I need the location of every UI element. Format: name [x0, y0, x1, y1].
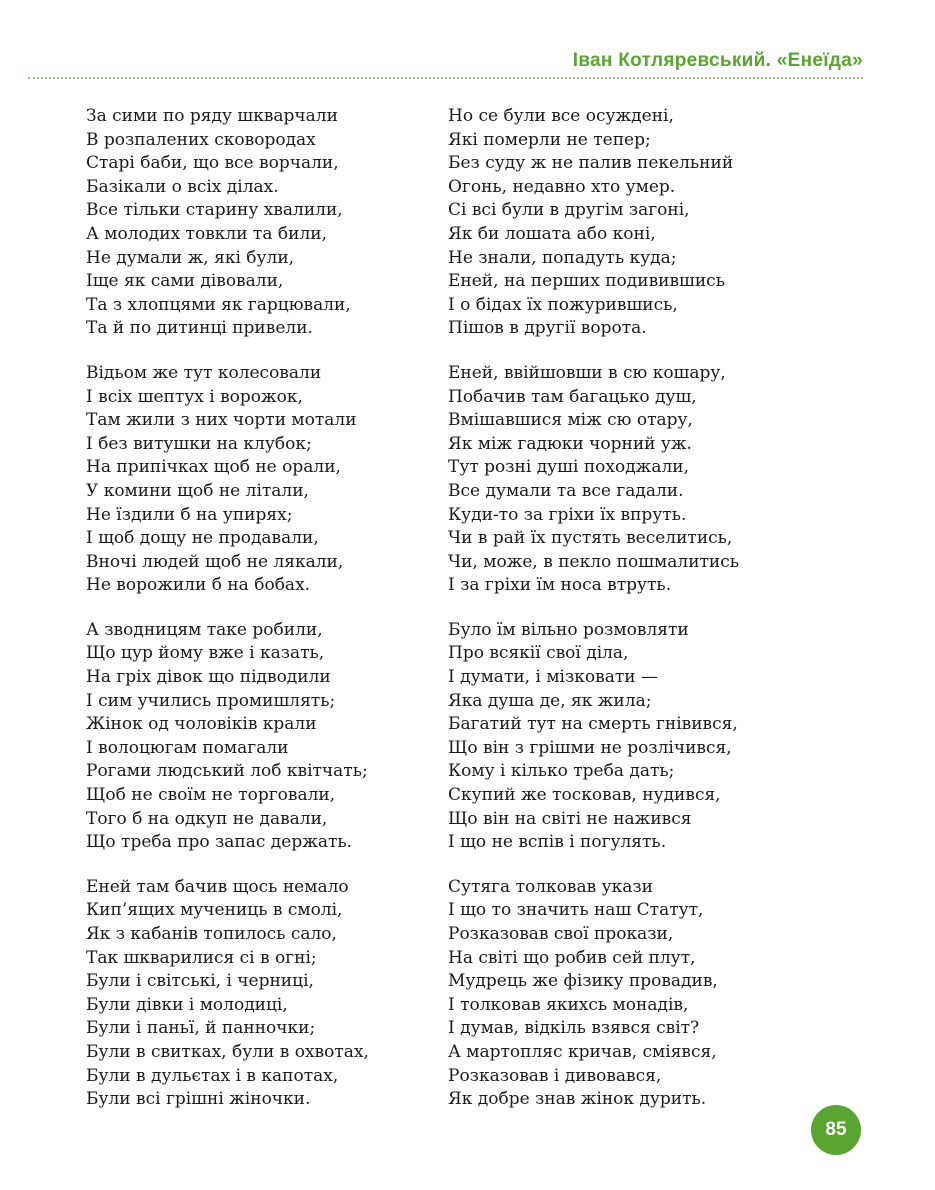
stanza	[86, 876, 446, 1112]
poem-line: І сим учились промишлять;	[86, 690, 336, 711]
poem-line: Рогами людський лоб квітчать;	[86, 761, 368, 782]
poem-line: І толковав якихсь монадів,	[448, 994, 689, 1015]
poem-line: Щоб не своїм не торговали,	[86, 785, 336, 806]
poem-line: Без суду ж не палив пекельний	[448, 153, 734, 174]
poem-line: І думати, і мізковати —	[448, 667, 658, 688]
poem-line: На світі що робив сей плут,	[448, 947, 696, 968]
poem-line: Все тільки старину хвалили,	[86, 200, 343, 221]
poem-line: Того б на одкуп не давали,	[86, 808, 328, 829]
poem-line: Що треба про запас держать.	[86, 832, 353, 853]
poem-line: Огонь, недавно хто умер.	[448, 176, 676, 197]
poem-line: І за гріхи їм носа втруть.	[448, 575, 672, 596]
poem-line: Скупий же тосковав, нудився,	[448, 785, 721, 806]
poem-line: Яка душа де, як жила;	[448, 690, 652, 711]
poem-line: Як з кабанів топилось сало,	[86, 924, 337, 944]
poem-line: Були всі грішні жіночки.	[86, 1089, 311, 1110]
poem-line: Як добре знав жінок дурить.	[448, 1089, 707, 1110]
running-header-title: Іван Котляревський. «Енеїда»	[572, 50, 863, 71]
poem-line: В розпалених сковородах	[86, 129, 316, 150]
poem-line: Вмішавшися між сю отару,	[448, 410, 693, 431]
poem-line: Еней, ввійшовши в сю кошару,	[448, 362, 726, 383]
poem-line: Як би лошата або коні,	[448, 223, 656, 244]
poem-line: Сі всі були в другім загоні,	[448, 200, 690, 221]
poem-line: Було їм вільно розмовляти	[448, 619, 689, 640]
poem-line: Що він з грішми не розлічився,	[448, 737, 732, 758]
poem-line: Чи, може, в пекло пошмалитись	[448, 551, 740, 572]
stanza	[86, 105, 446, 341]
poem-line: На припічках щоб не орали,	[86, 457, 341, 478]
poem-line: Та й по дитинці привели.	[86, 318, 313, 339]
stanza	[86, 362, 446, 598]
poem-line: Так шкварилися сі в огні;	[86, 947, 317, 968]
poem-line: За сими по ряду шкварчали	[86, 106, 338, 126]
poem-line: Базікали о всіх ділах.	[86, 176, 279, 197]
poem-line: Були і світські, і черниці,	[86, 971, 314, 992]
poem-line: Були і паньї, й панночки;	[86, 1018, 316, 1039]
poem-line: І що не вспів і погулять.	[448, 832, 667, 853]
poem-line: Еней, на перших подивившись	[448, 271, 725, 292]
poem-line: Розказовав і дивовався,	[448, 1065, 662, 1086]
poem-column-right	[448, 105, 808, 1133]
header-dotted-rule	[28, 77, 863, 79]
poem-line: Та з хлопцями як гарцювали,	[86, 294, 351, 315]
poem-line: Там жили з них чорти мотали	[86, 410, 357, 431]
poem-line: А мартопляс кричав, сміявся,	[448, 1041, 717, 1062]
poem-line: Що цур йому вже і казать,	[86, 643, 325, 664]
poem-line: Все думали та все гадали.	[448, 480, 684, 501]
stanza	[448, 619, 808, 855]
poem-line: Тут розні душі походжали,	[448, 457, 689, 478]
poem-line: Іще як сами дівовали,	[86, 271, 284, 292]
poem-line: У комини щоб не літали,	[86, 480, 309, 501]
poem-line: Розказовав свої прокази,	[448, 924, 674, 944]
stanza	[86, 619, 446, 855]
poem-line: А зводницям таке робили,	[86, 619, 323, 640]
stanza	[448, 362, 808, 598]
poem-line: Кип’ящих мучениць в смолі,	[86, 900, 343, 921]
poem-line: Відьом же тут колесовали	[86, 362, 322, 383]
poem-line: Що він на світі не нажився	[448, 808, 692, 829]
poem-line: Пішов в другії ворота.	[448, 318, 647, 339]
stanza	[448, 105, 808, 341]
poem-column-left	[86, 105, 446, 1133]
poem-line: Кому і кілько треба дать;	[448, 761, 675, 782]
poem-line: Жінок од чоловіків крали	[86, 714, 317, 735]
poem-line: Но се були все осуждені,	[448, 106, 674, 126]
poem-line: Не думали ж, які були,	[86, 247, 295, 268]
poem-line: Сутяга толковав укази	[448, 876, 653, 897]
poem-line: Про всякії свої діла,	[448, 643, 629, 664]
poem-line: І без витушки на клубок;	[86, 433, 312, 454]
poem-line: Еней там бачив щось немало	[86, 876, 349, 897]
poem-line: Вночі людей щоб не лякали,	[86, 551, 344, 572]
poem-line: Які померли не тепер;	[448, 129, 651, 150]
poem-line: Були в дульєтах і в капотах,	[86, 1065, 339, 1086]
poem-line: Були в свитках, були в охвотах,	[86, 1041, 369, 1062]
poem-line: Як між гадюки чорний уж.	[448, 433, 692, 454]
poem-line: А молодих товкли та били,	[86, 223, 327, 244]
poem-line: Мудрець же фізику провадив,	[448, 971, 718, 992]
stanza	[448, 876, 808, 1112]
poem-line: Не знали, попадуть куда;	[448, 247, 677, 268]
poem-line: Старі баби, що все ворчали,	[86, 153, 339, 174]
poem-line: І що то значить наш Статут,	[448, 900, 704, 921]
poem-line: І волоцюгам помагали	[86, 737, 289, 758]
poem-line: Куди-то за гріхи їх впруть.	[448, 504, 687, 525]
page-number-badge: 85	[811, 1105, 861, 1155]
poem-line: Не ворожили б на бобах.	[86, 575, 311, 596]
poem-line: На гріх дівок що підводили	[86, 667, 331, 688]
poem-line: Побачив там багацько душ,	[448, 386, 697, 407]
poem-line: І о бідах їх пожурившись,	[448, 294, 678, 315]
poem-line: І всіх шептух і ворожок,	[86, 386, 303, 407]
poem-line: І думав, відкіль взявся світ?	[448, 1018, 700, 1039]
poem-line: Не їздили б на упирях;	[86, 504, 293, 525]
poem-line: Багатий тут на смерть гнівився,	[448, 714, 738, 735]
poem-line: І щоб дощу не продавали,	[86, 528, 319, 549]
poem-line: Чи в рай їх пустять веселитись,	[448, 528, 733, 549]
poem-line: Були дівки і молодиці,	[86, 994, 288, 1015]
